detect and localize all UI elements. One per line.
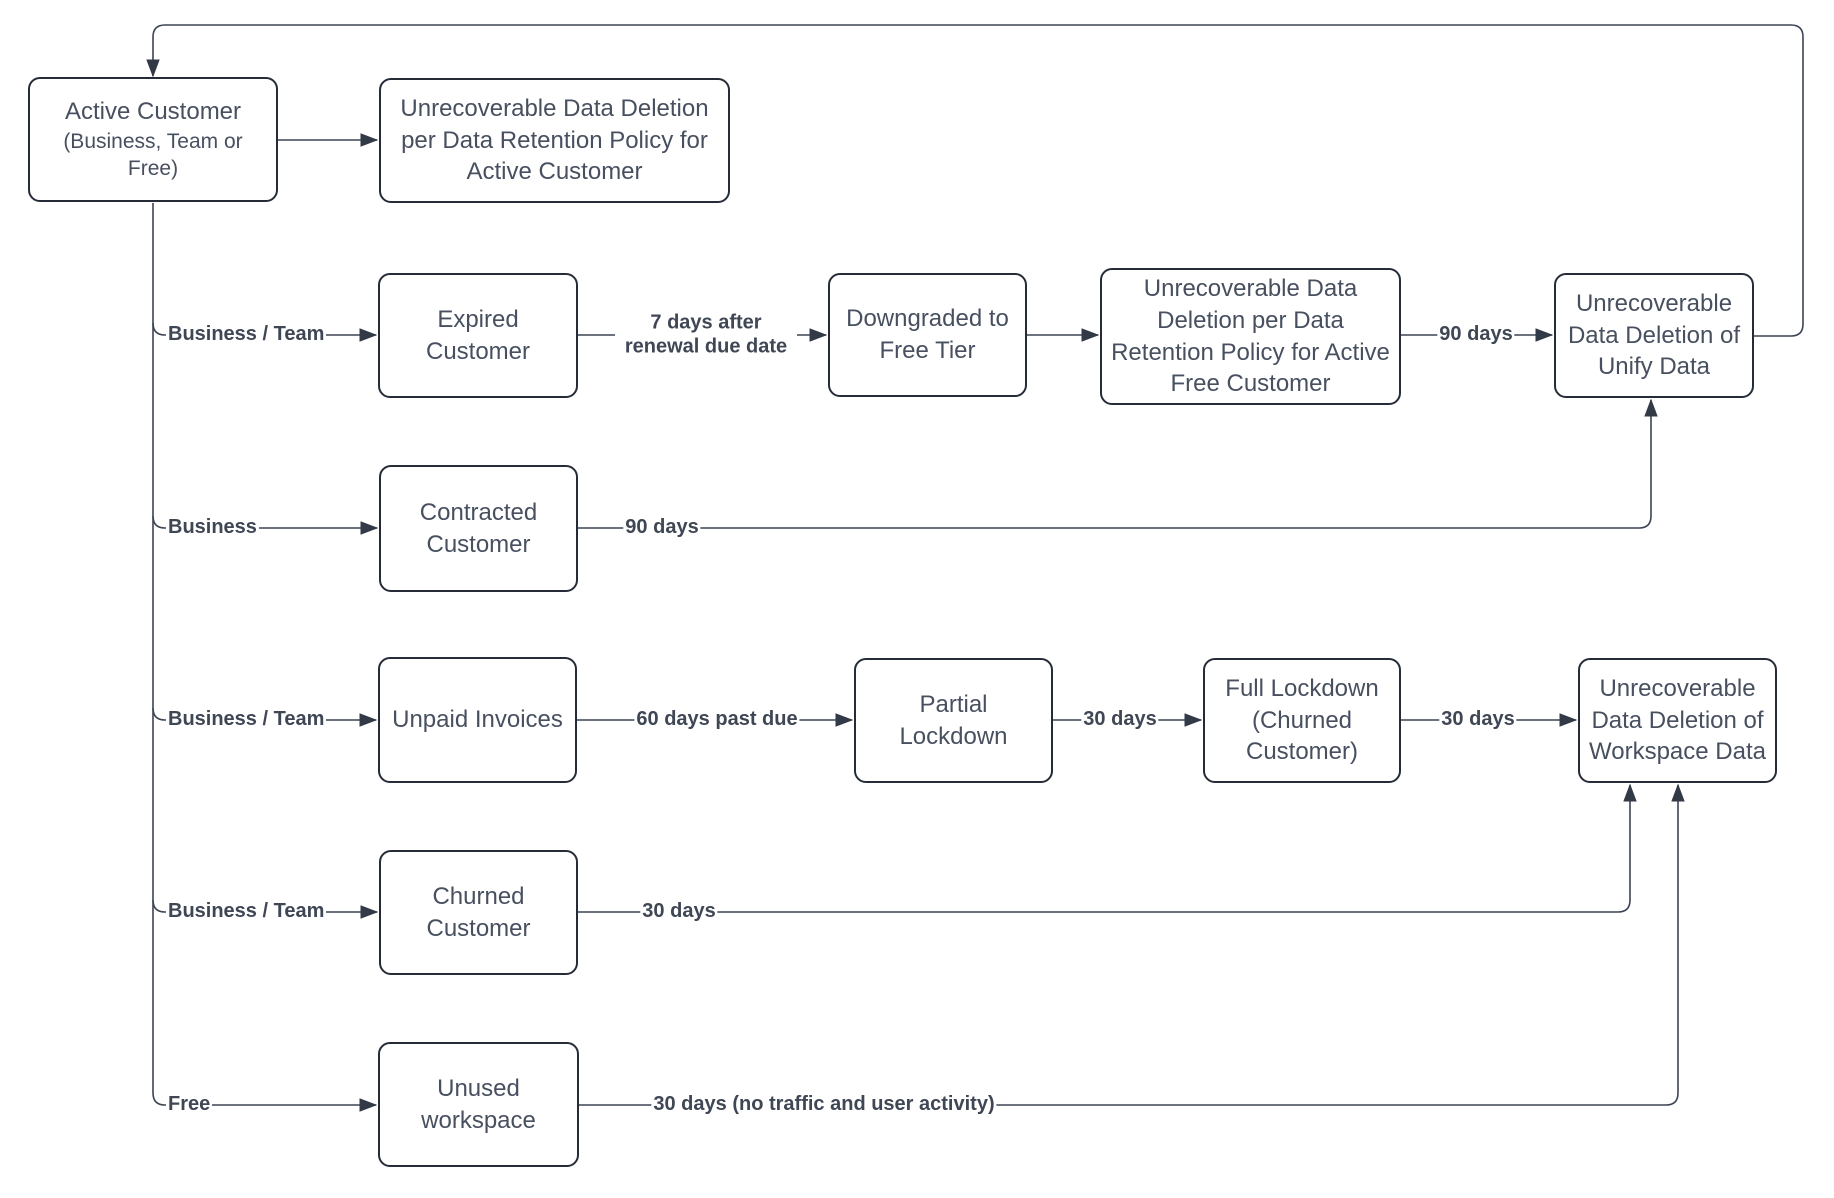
edge-label-churned-to-workspace: 30 days [642,900,716,923]
node-downgraded-free-tier-label: Downgraded to Free Tier [846,305,1009,364]
edge-label-branch-contracted: Business [168,516,257,539]
node-contracted-customer-label: Contracted Customer [419,498,538,558]
edge-label-freepolicy-to-unify: 90 days [1439,323,1513,346]
node-partial-lockdown [854,658,1053,783]
edge-label-branch-expired: Business / Team [168,323,325,346]
node-deletion-active-customer-label: Unrecoverable Data Deletion per Data Retention Policy for Active Customer [400,94,709,186]
node-churned-customer-label: Churned Customer [426,882,531,942]
node-active-customer [28,77,278,202]
edge-label-branch-unpaid: Business / Team [168,708,325,731]
node-partial-lockdown-label: Partial Lockdown [899,690,1008,750]
node-unify-data-deletion [1554,273,1754,398]
edge-label-expired-to-downgraded: 7 days after renewal due date [615,311,797,358]
edge-label-branch-unused: Free [168,1093,211,1116]
node-active-customer-subtitle: (Business, Team or Free) [63,130,243,181]
node-downgraded-free-tier [828,273,1027,397]
node-deletion-active-free-customer [1100,268,1401,405]
node-expired-customer [378,273,578,398]
edge-label-unused-to-workspace: 30 days (no traffic and user activity) [653,1093,995,1116]
edge-unused-to-workspace [579,785,1678,1105]
node-active-customer-title: Active Customer [64,98,242,126]
node-unpaid-invoices-label: Unpaid Invoices [392,706,563,734]
node-workspace-data-deletion-label: Unrecoverable Data Deletion of Workspace Data [1589,674,1766,766]
edge-label-partial-to-full: 30 days [1083,708,1157,731]
edge-label-unpaid-to-partial: 60 days past due [636,708,798,731]
edge-churned-to-workspace [578,785,1630,912]
node-deletion-active-free-customer-label: Unrecoverable Data Deletion per Data Retention Policy for Active Free Customer [1111,274,1390,398]
node-deletion-active-customer [379,78,730,203]
node-unify-data-deletion-label: Unrecoverable Data Deletion of Unify Data [1567,289,1741,381]
node-expired-customer-label: Expired Customer [425,305,531,365]
node-full-lockdown [1203,658,1401,783]
node-workspace-data-deletion [1578,658,1777,783]
node-contracted-customer [379,465,578,592]
node-unpaid-invoices [378,657,577,783]
node-unused-workspace-label: Unused workspace [421,1074,536,1134]
edge-label-full-to-workspace: 30 days [1441,708,1515,731]
edge-contracted-to-unify [578,400,1651,528]
edge-label-contracted-to-unify: 90 days [625,516,699,539]
node-full-lockdown-label: Full Lockdown (Churned Customer) [1225,674,1379,766]
node-churned-customer [379,850,578,975]
edge-label-branch-churned: Business / Team [168,900,325,923]
node-unused-workspace [378,1042,579,1167]
